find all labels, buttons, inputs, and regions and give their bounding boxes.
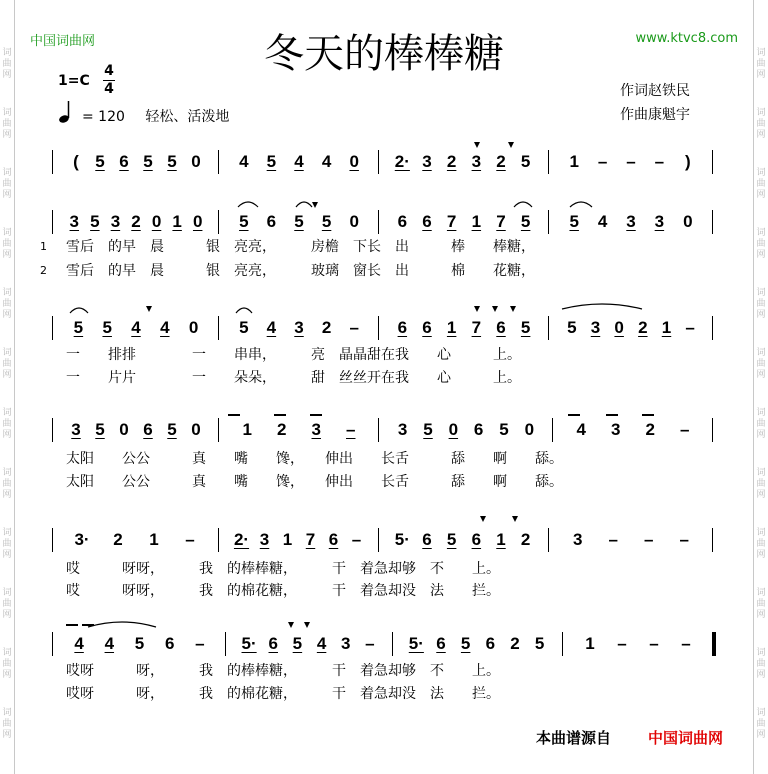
- high-octave-bar: [228, 414, 240, 416]
- note: 5·: [394, 530, 410, 549]
- note: 3: [573, 530, 583, 549]
- note: 4: [321, 152, 332, 171]
- note: 6: [119, 152, 129, 171]
- note: –: [644, 530, 654, 549]
- slur-mark: [86, 618, 158, 628]
- note: 0: [349, 152, 359, 171]
- note: 5: [95, 152, 105, 171]
- watermark-glyph-block: 词 曲 网: [2, 288, 12, 320]
- watermark-glyph-block: 词 曲 网: [2, 348, 12, 380]
- watermark-glyph-block: 词 曲 网: [2, 228, 12, 260]
- note: 5: [292, 634, 303, 653]
- note: –: [685, 318, 695, 337]
- time-signature-bottom: 4: [104, 81, 114, 97]
- note: 2: [446, 152, 457, 171]
- watermark-glyph-block: 词 曲 网: [2, 708, 12, 740]
- note: 5: [567, 318, 577, 337]
- note: –: [365, 634, 375, 653]
- note: 5: [134, 634, 145, 653]
- watermark-glyph-block: 词 曲 网: [756, 708, 766, 740]
- watermark-glyph-block: 词 曲 网: [2, 48, 12, 80]
- note: 4: [239, 152, 249, 171]
- tempo-marking: [82, 106, 229, 126]
- composer-credit: 作曲康魁宇: [620, 107, 690, 123]
- note: 2: [277, 420, 287, 439]
- note: 6: [397, 318, 408, 337]
- accent-mark: [146, 306, 152, 312]
- high-octave-bar: [274, 414, 286, 416]
- note: –: [346, 420, 356, 439]
- barline: [52, 528, 53, 552]
- note: 4: [576, 420, 586, 439]
- time-signature: [103, 63, 115, 98]
- note: 6: [268, 634, 278, 653]
- site-watermark-left: 中国词曲网: [30, 34, 96, 49]
- note: 5: [423, 420, 433, 439]
- note: 5: [167, 152, 177, 171]
- note: 4: [316, 634, 327, 653]
- note: 5: [143, 152, 153, 171]
- time-signature-top: 4: [104, 63, 114, 79]
- source-site-name: 中国词曲网: [648, 729, 724, 747]
- note: 6: [485, 634, 496, 653]
- barline: [378, 528, 379, 552]
- lyricist-credit: 作词赵铁民: [620, 83, 690, 99]
- lyric-line: 一 片片 一 朵朵， 甜 丝丝开在我 心 上。: [66, 370, 521, 386]
- barline: [378, 418, 379, 442]
- key-signature: 1=C: [58, 73, 90, 89]
- note: 5: [294, 212, 304, 231]
- note: 5: [520, 212, 531, 231]
- note: –: [351, 530, 362, 549]
- lyric-line: 雪后 的早 晨 银 亮亮， 玻璃 窗长 出 棉 花糖，: [66, 263, 535, 279]
- note: –: [349, 318, 359, 337]
- lyric-line: 哎 呀呀， 我 的棉花糖， 干 着急却没 法 拦。: [66, 583, 500, 599]
- watermark-glyph-block: 词 曲 网: [2, 408, 12, 440]
- watermark-glyph-block: 词 曲 网: [2, 168, 12, 200]
- accent-mark: [288, 622, 294, 628]
- note: 5: [239, 212, 249, 231]
- lyric-line: 哎呀 呀， 我 的棒棒糖， 干 着急却够 不 上。: [66, 663, 500, 679]
- barline: [392, 632, 393, 656]
- note: 2·: [233, 530, 250, 549]
- barline: [218, 528, 219, 552]
- note: 1: [149, 530, 159, 549]
- barline: [378, 316, 379, 340]
- watermark-glyph-block: 词 曲 网: [2, 468, 12, 500]
- lyric-line: 太阳 公公 真 嘴 馋， 伸出 长舌 舔 啊 舔。: [66, 451, 563, 467]
- lyric-line: 哎 呀呀， 我 的棒棒糖， 干 着急却够 不 上。: [66, 561, 500, 577]
- note: 6: [496, 318, 506, 337]
- watermark-glyph-block: 词 曲 网: [756, 168, 766, 200]
- note: 0: [192, 212, 203, 231]
- note: 5: [90, 212, 100, 231]
- barline: [52, 210, 53, 234]
- barline: [378, 210, 379, 234]
- lyric-line: 一 排排 一 串串， 亮 晶晶甜在我 心 上。: [66, 347, 521, 363]
- note: 0: [614, 318, 624, 337]
- note: (: [73, 152, 79, 171]
- barline: [712, 528, 713, 552]
- barline: [218, 150, 219, 174]
- note: 5: [460, 634, 471, 653]
- note: –: [617, 634, 627, 653]
- watermark-glyph-block: 词 曲 网: [756, 48, 766, 80]
- note: 1: [471, 212, 482, 231]
- high-octave-bar: [66, 624, 78, 626]
- slur-mark: [234, 304, 254, 314]
- note: 5: [239, 318, 249, 337]
- note: 4: [294, 152, 304, 171]
- barline: [548, 210, 549, 234]
- note: 3: [311, 420, 321, 439]
- barline: [712, 316, 713, 340]
- note: 1: [585, 634, 595, 653]
- barline: [218, 210, 219, 234]
- barline: [552, 418, 553, 442]
- note: –: [185, 530, 195, 549]
- barline: [562, 632, 563, 656]
- note: 0: [448, 420, 459, 439]
- watermark-glyph-block: 词 曲 网: [756, 108, 766, 140]
- note: 3: [422, 152, 432, 171]
- barline: [548, 528, 549, 552]
- watermark-glyph-block: 词 曲 网: [756, 228, 766, 260]
- note: 1: [242, 420, 252, 439]
- note: 6: [471, 530, 482, 549]
- slur-mark: [568, 198, 594, 208]
- barline: [712, 150, 713, 174]
- note: 3: [259, 530, 270, 549]
- note: –: [649, 634, 659, 653]
- note: 3: [71, 420, 81, 439]
- note: 5: [499, 420, 509, 439]
- note: 3: [654, 212, 665, 231]
- final-barline: [712, 632, 716, 656]
- accent-mark: [492, 306, 498, 312]
- note: 2·: [394, 152, 410, 171]
- barline: [378, 150, 379, 174]
- barline: [218, 316, 219, 340]
- lyric-line: 太阳 公公 真 嘴 馋， 伸出 长舌 舔 啊 舔。: [66, 474, 563, 490]
- note: 2: [113, 530, 123, 549]
- note: 6: [164, 634, 175, 653]
- note: 3: [626, 212, 636, 231]
- note: 3: [590, 318, 601, 337]
- note: 7: [496, 212, 506, 231]
- note: 7: [305, 530, 316, 549]
- watermark-glyph-block: 词 曲 网: [2, 588, 12, 620]
- note: 2: [496, 152, 506, 171]
- note: –: [680, 420, 690, 439]
- note: 4: [131, 318, 141, 337]
- note: 6: [397, 212, 408, 231]
- note: 0: [191, 420, 201, 439]
- watermark-glyph-block: 词 曲 网: [756, 588, 766, 620]
- note: 2: [510, 634, 520, 653]
- note: 0: [119, 420, 129, 439]
- note: 5: [569, 212, 579, 231]
- accent-mark: [480, 516, 486, 522]
- note: 7: [446, 212, 457, 231]
- accent-mark: [474, 306, 480, 312]
- slur-mark: [512, 198, 534, 208]
- note: 3: [471, 152, 482, 171]
- note: 3: [611, 420, 621, 439]
- note: 2: [131, 212, 141, 231]
- note: 0: [524, 420, 535, 439]
- barline: [225, 632, 226, 656]
- high-octave-bar: [642, 414, 654, 416]
- watermark-glyph-block: 词 曲 网: [2, 108, 12, 140]
- note: 1: [282, 530, 293, 549]
- note: 0: [191, 152, 201, 171]
- note: –: [654, 152, 665, 171]
- note: 5: [95, 420, 105, 439]
- song-title: 冬天的棒棒糖: [264, 31, 504, 77]
- note: 6: [422, 212, 432, 231]
- accent-mark: [510, 306, 516, 312]
- note: 4: [104, 634, 115, 653]
- note: 6: [473, 420, 484, 439]
- accent-mark: [508, 142, 514, 148]
- note: 5: [73, 318, 84, 337]
- accent-mark: [512, 516, 518, 522]
- high-octave-bar: [606, 414, 618, 416]
- note: 0: [151, 212, 162, 231]
- note: 5·: [408, 634, 424, 653]
- note: 4: [597, 212, 608, 231]
- note: 4: [74, 634, 84, 653]
- note: 5: [534, 634, 545, 653]
- note: –: [679, 530, 689, 549]
- barline: [52, 316, 53, 340]
- note: 6: [143, 420, 153, 439]
- note: 4: [266, 318, 277, 337]
- watermark-glyph-block: 词 曲 网: [756, 468, 766, 500]
- accent-mark: [474, 142, 480, 148]
- barline: [712, 418, 713, 442]
- lyric-line: 雪后 的早 晨 银 亮亮， 房檐 下长 出 棒 棒糖，: [66, 239, 535, 255]
- watermark-glyph-block: 词 曲 网: [756, 528, 766, 560]
- source-label: 本曲谱源自: [536, 729, 612, 747]
- note: –: [608, 530, 618, 549]
- watermark-glyph-block: 词 曲 网: [756, 648, 766, 680]
- barline: [52, 418, 53, 442]
- tempo-value: = 120: [82, 109, 125, 125]
- watermark-glyph-block: 词 曲 网: [756, 348, 766, 380]
- note: 1: [446, 318, 457, 337]
- note: 5: [266, 152, 277, 171]
- note: 7: [471, 318, 482, 337]
- slur-mark: [560, 300, 644, 310]
- note: 3·: [74, 530, 90, 549]
- note: 6: [328, 530, 339, 549]
- note: 0: [349, 212, 359, 231]
- note: 2: [645, 420, 655, 439]
- note: –: [195, 634, 205, 653]
- verse-number: 2: [40, 264, 47, 277]
- barline: [548, 316, 549, 340]
- barline: [548, 150, 549, 174]
- barline: [218, 418, 219, 442]
- note: 2: [638, 318, 648, 337]
- high-octave-bar: [310, 414, 322, 416]
- note: 5: [520, 152, 531, 171]
- note: 3: [110, 212, 121, 231]
- slur-mark: [294, 198, 314, 208]
- note: 5·: [241, 634, 257, 653]
- note: 5: [102, 318, 112, 337]
- note: 3: [294, 318, 304, 337]
- note: 1: [172, 212, 182, 231]
- note: 5: [321, 212, 332, 231]
- note: –: [626, 152, 636, 171]
- barline: [712, 210, 713, 234]
- note: 3: [397, 420, 408, 439]
- note: 3: [69, 212, 80, 231]
- note: –: [597, 152, 608, 171]
- note: 0: [683, 212, 693, 231]
- watermark-glyph-block: 词 曲 网: [2, 648, 12, 680]
- expression-marking: 轻松、活泼地: [145, 109, 230, 125]
- note: 2: [321, 318, 332, 337]
- barline: [52, 632, 53, 656]
- note: 5: [446, 530, 457, 549]
- slur-mark: [236, 198, 260, 208]
- barline: [52, 150, 53, 174]
- note: 4: [160, 318, 170, 337]
- watermark-glyph-block: 词 曲 网: [756, 288, 766, 320]
- note: 5: [520, 318, 531, 337]
- watermark-glyph-block: 词 曲 网: [2, 528, 12, 560]
- high-octave-bar: [568, 414, 580, 416]
- note: ): [684, 152, 691, 171]
- quarter-note-icon: [58, 100, 74, 124]
- lyric-line: 哎呀 呀， 我 的棉花糖， 干 着急却没 法 拦。: [66, 686, 500, 702]
- slur-mark: [68, 304, 90, 314]
- note: –: [681, 634, 691, 653]
- note: 6: [266, 212, 277, 231]
- accent-mark: [304, 622, 310, 628]
- note: 6: [422, 318, 432, 337]
- note: 1: [496, 530, 506, 549]
- note: 3: [341, 634, 351, 653]
- site-url: www.ktvc8.com: [635, 31, 738, 46]
- note: 2: [520, 530, 531, 549]
- note: 5: [167, 420, 177, 439]
- note: 6: [422, 530, 432, 549]
- note: 0: [188, 318, 199, 337]
- note: 1: [661, 318, 672, 337]
- watermark-glyph-block: 词 曲 网: [756, 408, 766, 440]
- verse-number: 1: [40, 240, 47, 253]
- note: 1: [569, 152, 579, 171]
- note: 6: [436, 634, 446, 653]
